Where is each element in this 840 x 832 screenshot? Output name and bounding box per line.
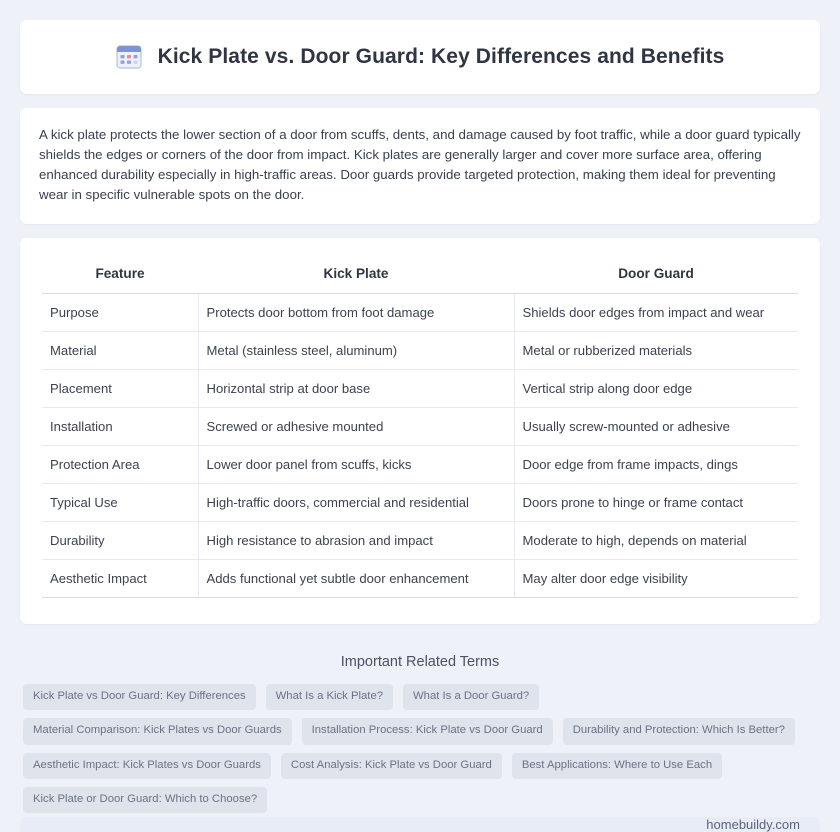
table-row (42, 294, 798, 332)
related-terms-title: Important Related Terms (340, 654, 500, 670)
cell-feature: Aesthetic Impact (42, 560, 198, 598)
table-row (42, 560, 798, 598)
cell-kick-plate: Horizontal strip at door base (198, 370, 514, 408)
cell-kick-plate: Screwed or adhesive mounted (198, 408, 514, 446)
table-row (42, 446, 798, 484)
cell-kick-plate: High resistance to abrasion and impact (198, 522, 514, 560)
table-row (42, 408, 798, 446)
related-term-chip[interactable]: Cost Analysis: Kick Plate vs Door Guard (281, 753, 502, 779)
comparison-table-card (20, 238, 820, 624)
summary-card (20, 108, 820, 224)
calendar-icon (116, 44, 142, 70)
page-title: Kick Plate vs. Door Guard: Key Differences and Benefits (157, 45, 725, 68)
cell-door-guard: Vertical strip along door edge (514, 370, 798, 408)
cell-kick-plate: Adds functional yet subtle door enhancement (198, 560, 514, 598)
table-header-row (42, 260, 798, 294)
cell-door-guard: Moderate to high, depends on material (514, 522, 798, 560)
related-term-chip[interactable]: Kick Plate or Door Guard: Which to Choose? (23, 787, 267, 813)
cell-feature: Installation (42, 408, 198, 446)
cell-door-guard: Usually screw-mounted or adhesive (514, 408, 798, 446)
cell-door-guard: Door edge from frame impacts, dings (514, 446, 798, 484)
related-term-chip[interactable]: What Is a Door Guard? (403, 684, 539, 710)
cell-kick-plate: Lower door panel from scuffs, kicks (198, 446, 514, 484)
table-header (42, 260, 798, 294)
table-row (42, 484, 798, 522)
cell-feature: Purpose (42, 294, 198, 332)
table-body (42, 294, 798, 598)
page-header (20, 20, 820, 94)
related-term-chip[interactable]: Kick Plate vs Door Guard: Key Differences (23, 684, 256, 710)
cell-feature: Typical Use (42, 484, 198, 522)
table-row (42, 332, 798, 370)
related-term-chip[interactable]: Material Comparison: Kick Plates vs Door Guards (23, 718, 292, 744)
page-footer (20, 817, 820, 832)
related-term-chip[interactable]: What Is a Kick Plate? (266, 684, 393, 710)
related-terms-list (20, 684, 820, 813)
column-header-door-guard: Door Guard (514, 260, 798, 294)
cell-door-guard: Doors prone to hinge or frame contact (514, 484, 798, 522)
cell-kick-plate: High-traffic doors, commercial and residential (198, 484, 514, 522)
cell-feature: Material (42, 332, 198, 370)
cell-feature: Placement (42, 370, 198, 408)
column-header-feature: Feature (42, 260, 198, 294)
related-term-chip[interactable]: Durability and Protection: Which Is Better? (563, 718, 795, 744)
related-term-chip[interactable]: Best Applications: Where to Use Each (512, 753, 722, 779)
cell-door-guard: May alter door edge visibility (514, 560, 798, 598)
cell-kick-plate: Protects door bottom from foot damage (198, 294, 514, 332)
column-header-kick-plate: Kick Plate (198, 260, 514, 294)
related-terms-section (20, 636, 820, 817)
cell-door-guard: Shields door edges from impact and wear (514, 294, 798, 332)
cell-feature: Durability (42, 522, 198, 560)
table-row (42, 370, 798, 408)
table-row (42, 522, 798, 560)
cell-feature: Protection Area (42, 446, 198, 484)
summary-text: A kick plate protects the lower section of a door from scuffs, dents, and damage caused by foot traffic, while a door guard typically shields the edges or corners of the door from impact. Kick plates are generally larger and cover more surface area, offering enhanced durability especially in high-traffic areas. Door guards provide targeted protection, making them ideal for preventing wear in specific vulnerable spots on the door. (39, 127, 801, 202)
site-name: homebuildy.com (706, 817, 800, 832)
cell-door-guard: Metal or rubberized materials (514, 332, 798, 370)
cell-kick-plate: Metal (stainless steel, aluminum) (198, 332, 514, 370)
related-term-chip[interactable]: Aesthetic Impact: Kick Plates vs Door Guards (23, 753, 271, 779)
related-term-chip[interactable]: Installation Process: Kick Plate vs Door Guard (302, 718, 553, 744)
comparison-table (42, 260, 798, 598)
